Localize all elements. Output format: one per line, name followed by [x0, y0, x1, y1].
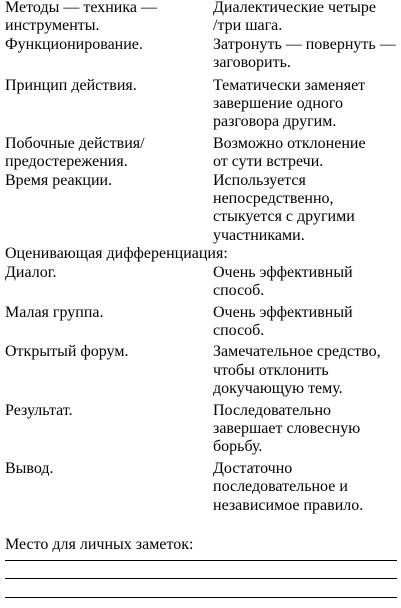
row-value: Последовательно завершает словесную борьбу. — [213, 401, 361, 456]
row-value: Тематически заменяет завершение одного разговора другим. — [213, 76, 366, 131]
row-value: Диалектические четыре /три шага. — [213, 0, 376, 35]
notes-line — [5, 578, 397, 579]
table-row — [5, 135, 397, 172]
notes-label: Место для личных заметок: — [5, 535, 194, 553]
table-row — [5, 0, 397, 36]
table-row — [5, 460, 397, 515]
row-label: Методы — техника — инструменты. — [5, 0, 157, 35]
table-row — [5, 172, 397, 246]
row-label: Функционирование. — [5, 35, 143, 53]
table-row — [5, 264, 397, 301]
notes-line — [5, 597, 397, 598]
document-page — [5, 0, 397, 608]
row-label: Вывод. — [5, 459, 54, 477]
row-value: Очень эффективный способ. — [213, 303, 353, 339]
row-value: Очень эффективный способ. — [213, 263, 353, 300]
table-row — [5, 77, 397, 132]
row-value: Затронуть — повернуть — заговорить. — [213, 35, 396, 72]
row-label: Малая группа. — [5, 303, 104, 321]
table-row — [5, 402, 397, 457]
notes-line — [5, 560, 397, 561]
table-row — [5, 36, 397, 73]
notes-row — [5, 536, 397, 554]
row-label: Открытый форум. — [5, 343, 129, 361]
table-row — [5, 343, 397, 398]
table-row — [5, 304, 397, 341]
row-label: Принцип действия. — [5, 76, 137, 94]
row-label: Время реакции. — [5, 171, 113, 189]
properties-table — [5, 0, 397, 554]
row-value: Замечательное средство, чтобы отклонить докучающую тему. — [213, 343, 381, 398]
row-label: Побочные действия/ предостережения. — [5, 134, 145, 171]
row-value: Возможно отклонение от сути встречи. — [213, 134, 366, 171]
section-heading: Оценивающая дифференциация: — [5, 245, 228, 263]
section-heading-row — [5, 245, 397, 263]
row-value: Используется непосредственно, стыкуется с другими участниками. — [213, 171, 355, 244]
row-value: Достаточно последовательное и независимое правило. — [213, 459, 364, 514]
row-label: Результат. — [5, 401, 73, 419]
row-label: Диалог. — [5, 263, 57, 281]
